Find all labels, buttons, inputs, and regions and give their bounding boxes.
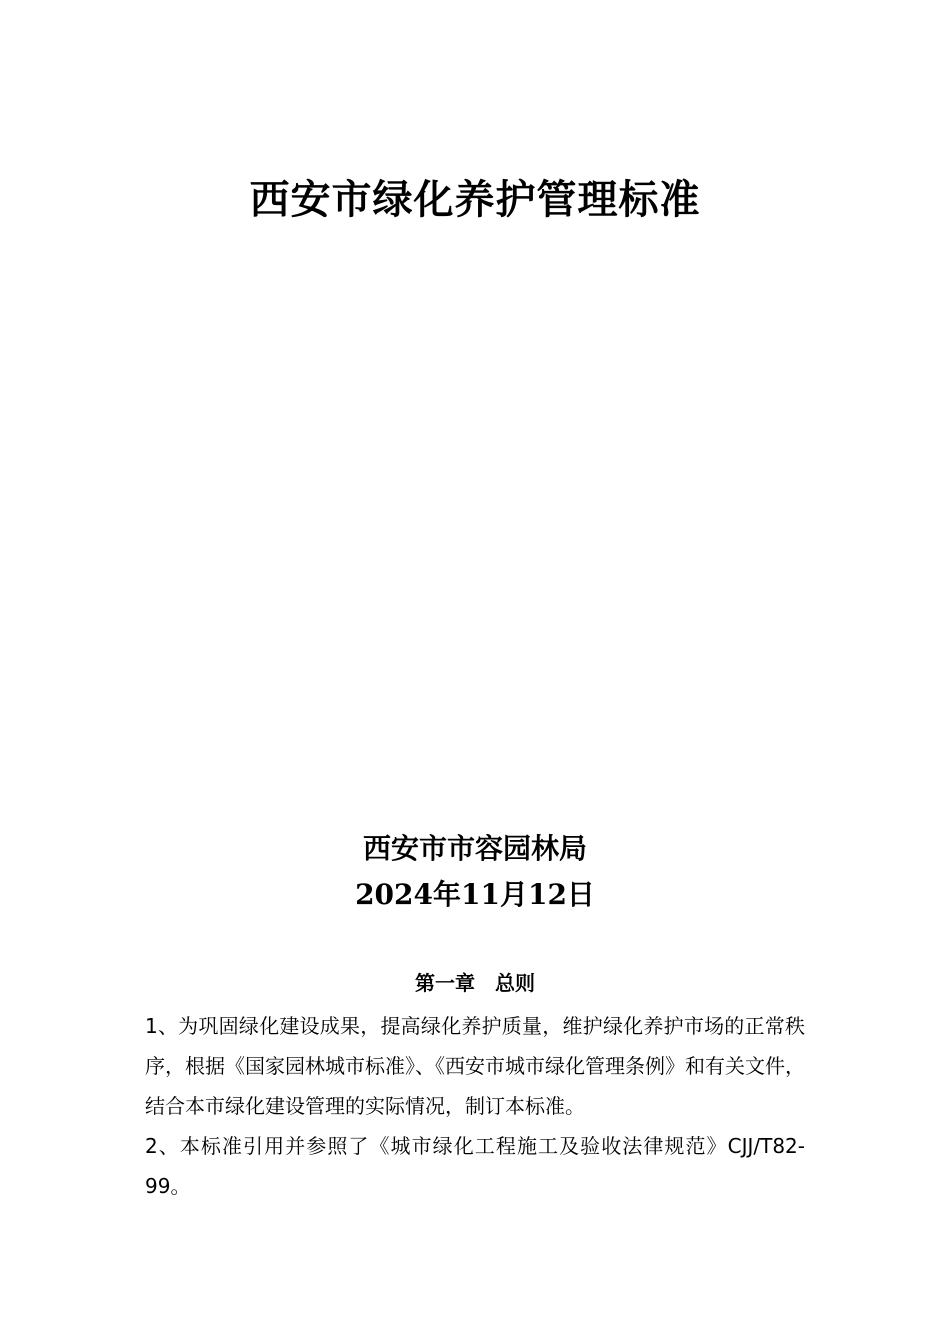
paragraph-1: 1、为巩固绿化建设成果，提高绿化养护质量，维护绿化养护市场的正常秩序，根据《国家园林城市标准》、《西安市城市绿化管理条例》和有关文件，结合本市绿化建设管理的实际情况，制订本标准。: [145, 1014, 805, 1118]
issue-date: 2024年11月12日: [355, 878, 595, 911]
document-title: 西安市绿化养护管理标准: [249, 176, 701, 223]
paragraph-2: 2、本标准引用并参照了《城市绿化工程施工及验收法律规范》CJJ/T82-99。: [145, 1134, 805, 1198]
chapter-body: [145, 1006, 805, 1206]
issuer-organization: 西安市市容园林局: [362, 832, 587, 865]
issuer-block: [0, 826, 950, 918]
chapter-heading: 第一章 总则: [415, 971, 535, 995]
